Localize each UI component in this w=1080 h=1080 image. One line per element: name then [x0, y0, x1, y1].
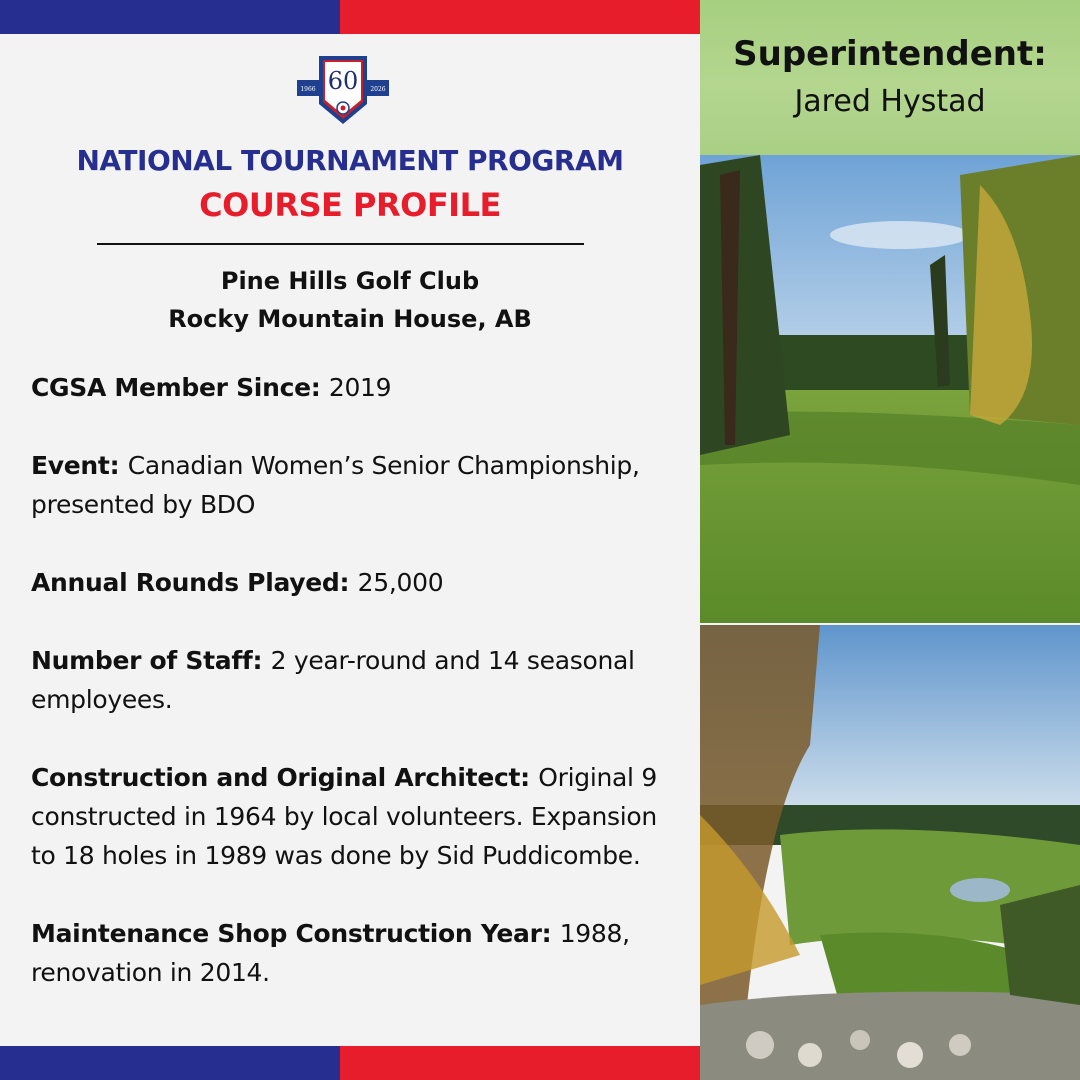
- fact-maintenance-shop: [31, 914, 671, 992]
- fact-value: 2019: [328, 373, 392, 402]
- fact-event: [31, 446, 671, 524]
- fact-key: CGSA Member Since:: [31, 373, 329, 402]
- bottom-bar-blue: [0, 1046, 340, 1080]
- logo-year-start: 1966: [300, 86, 316, 93]
- fact-key: Event:: [31, 451, 128, 480]
- fact-key: Maintenance Shop Construction Year:: [31, 919, 560, 948]
- bottom-color-bar: [0, 1046, 700, 1080]
- fact-construction: [31, 758, 671, 875]
- fact-annual-rounds: [31, 563, 671, 602]
- club-location: Rocky Mountain House, AB: [168, 305, 532, 333]
- photo-panel: [700, 0, 1080, 1080]
- fact-value: 25,000: [357, 568, 444, 597]
- top-bar-red: [340, 0, 700, 34]
- top-color-bar: [0, 0, 700, 34]
- program-title: NATIONAL TOURNAMENT PROGRAM: [76, 144, 624, 177]
- fact-staff: [31, 641, 671, 719]
- divider-rule: [97, 243, 584, 245]
- fact-key: Construction and Original Architect:: [31, 763, 539, 792]
- bottom-bar-red: [340, 1046, 700, 1080]
- fact-list: [31, 368, 671, 1031]
- fairway-photo-icon: [700, 155, 1080, 623]
- cgsa-60-logo-icon: [297, 52, 389, 130]
- fact-member-since: [31, 368, 671, 407]
- superintendent-label: Superintendent:: [733, 34, 1047, 74]
- fact-value: 2 year-round and 14 seasonal employees.: [31, 646, 635, 714]
- top-bar-blue: [0, 0, 340, 34]
- logo-year-end: 2026: [370, 86, 386, 93]
- golf-course-valley-photo-icon: [700, 625, 1080, 1080]
- fact-value: Original 9 constructed in 1964 by local volunteers. Expansion to 18 holes in 1989 was done by Sid Puddicombe.: [31, 763, 657, 870]
- fact-key: Number of Staff:: [31, 646, 271, 675]
- fact-value: 1988, renovation in 2014.: [31, 919, 630, 987]
- logo-number: 60: [327, 67, 359, 95]
- club-name: Pine Hills Golf Club: [220, 267, 480, 295]
- superintendent-name: Jared Hystad: [794, 84, 986, 119]
- fact-key: Annual Rounds Played:: [31, 568, 358, 597]
- fact-value: Canadian Women’s Senior Championship, presented by BDO: [31, 451, 640, 519]
- superintendent-box: [700, 0, 1080, 155]
- program-subtitle: COURSE PROFILE: [199, 186, 501, 224]
